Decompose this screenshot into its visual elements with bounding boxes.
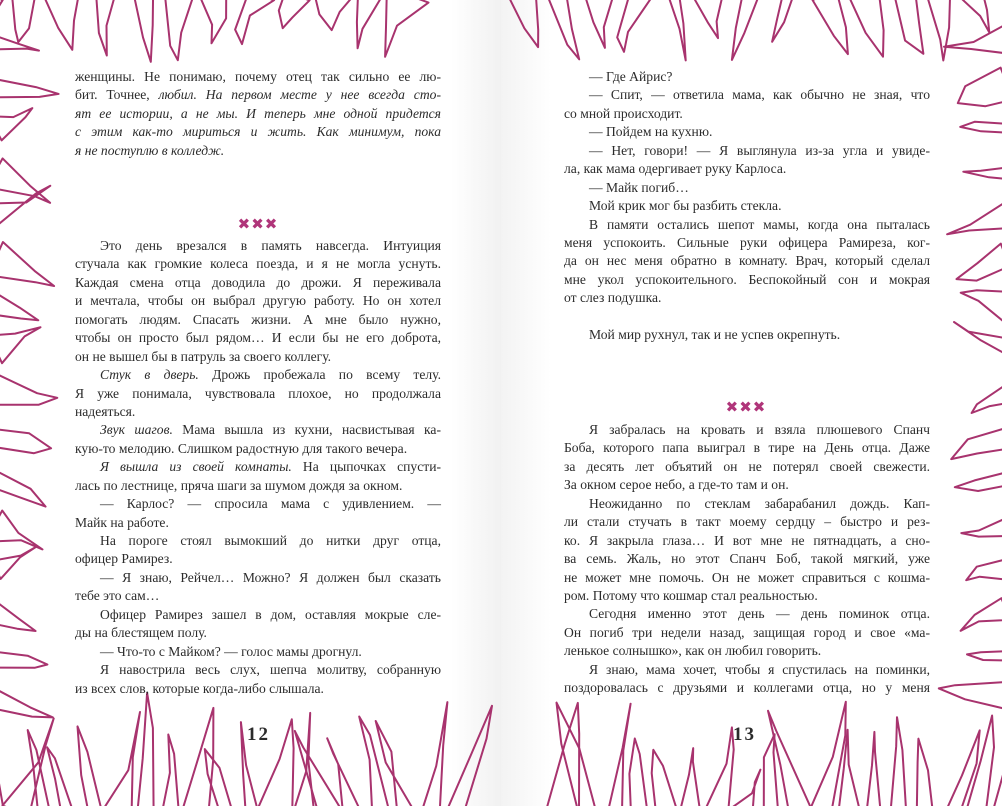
text: лась по лестнице, пряча шаги за шумом дождя за окном.	[75, 477, 403, 493]
shard-shape	[0, 108, 32, 140]
text-line	[75, 123, 441, 141]
page-number-left: 12	[247, 724, 270, 745]
shard-shape	[963, 0, 990, 32]
text-line	[75, 329, 441, 347]
text: ром. Потому что кошмар стал реальностью.	[564, 587, 818, 603]
text-line	[564, 661, 930, 679]
text-line	[75, 385, 441, 403]
text-line	[564, 458, 930, 476]
left-page-top-text	[75, 68, 441, 160]
text-line	[564, 216, 930, 234]
italic-text: Я вышла из своей комнаты.	[100, 459, 292, 475]
shard-shape	[138, 693, 154, 806]
text-line	[75, 142, 441, 160]
italic-text: с этим как-то мириться и жить. Как минимум, пока	[75, 124, 441, 140]
text: тебе это сам…	[75, 588, 160, 604]
shard-shape	[183, 708, 214, 806]
shard-shape	[947, 730, 980, 806]
paragraph	[75, 366, 441, 421]
shard-shape	[706, 727, 734, 806]
shard-shape	[235, 0, 274, 44]
text-line	[564, 68, 930, 86]
shard-shape	[0, 604, 36, 631]
text-line	[75, 661, 441, 679]
text-line	[75, 274, 441, 292]
text-line	[564, 679, 930, 697]
shard-shape	[958, 68, 1002, 107]
text-line	[564, 642, 930, 660]
section-break-ornament-left: ✖✖✖	[237, 217, 279, 233]
text-line	[75, 237, 441, 255]
shard-shape	[376, 721, 413, 806]
text-line	[564, 326, 930, 344]
shard-shape	[947, 204, 1002, 235]
text-line	[75, 643, 441, 661]
shard-shape	[850, 0, 883, 57]
text: ленькое солнышко», как он любил говорить.	[564, 643, 822, 659]
shard-shape	[96, 0, 115, 56]
text: от слез подушка.	[564, 290, 662, 306]
text-line	[75, 514, 441, 532]
paragraph	[75, 569, 441, 606]
paragraph	[75, 421, 441, 458]
text: ва семь. Жаль, но этот Спанч Боб, такой мягкий, уже	[564, 551, 930, 567]
shard-shape	[45, 0, 79, 50]
paragraph	[75, 606, 441, 643]
text: Неожиданно по стеклам забарабанил дождь. Кап-	[589, 495, 930, 511]
shard-shape	[732, 0, 758, 60]
text-line	[564, 123, 930, 141]
text-line	[564, 421, 930, 439]
shard-shape	[448, 706, 492, 806]
shard-shape	[813, 0, 848, 54]
shard-shape	[961, 598, 1002, 631]
shard-shape	[963, 168, 1002, 179]
paragraph	[75, 532, 441, 569]
italic-text: Звук шагов.	[100, 422, 173, 438]
text: За окном серое небо, а где-то там и он.	[564, 477, 789, 493]
shard-shape	[78, 726, 102, 806]
right-page-closing-line	[564, 326, 930, 344]
text-line	[564, 624, 930, 642]
paragraph	[564, 142, 930, 179]
text-line	[564, 271, 930, 289]
shard-shape	[0, 374, 57, 405]
shard-shape	[961, 290, 1002, 321]
paragraph	[564, 179, 930, 197]
text: Сегодня именно этот день — день поминок отца.	[589, 606, 930, 622]
shard-shape	[652, 750, 677, 806]
shard-shape	[917, 739, 933, 806]
shard-shape	[0, 705, 4, 806]
shard-shape	[668, 0, 685, 60]
text-line	[75, 440, 441, 458]
shard-shape	[0, 511, 43, 550]
shard-shape	[0, 472, 46, 506]
text-line	[75, 458, 441, 476]
left-page-main-text	[75, 237, 441, 698]
shard-shape	[0, 295, 38, 321]
text-line	[564, 105, 930, 123]
text: кую-то мелодию. Слишком радостную для такого вечера.	[75, 440, 408, 456]
paragraph	[564, 68, 930, 86]
shard-shape	[12, 0, 35, 42]
text: да он нес меня обратно в комнату. Врач, который сделал	[564, 253, 930, 269]
text: чтобы он просто был рядом… И если бы не его доброта,	[75, 330, 441, 346]
paragraph	[564, 123, 930, 141]
paragraph	[564, 197, 930, 215]
text-line	[75, 532, 441, 550]
shard-shape	[867, 732, 881, 806]
text: На цыпочках спусти-	[291, 459, 441, 475]
text: не может мне помочь. Он не может справиться с кошма-	[564, 569, 930, 585]
text-line	[75, 624, 441, 642]
text-line	[564, 234, 930, 252]
shard-shape	[608, 704, 630, 806]
shard-shape	[0, 327, 41, 363]
text-line	[564, 160, 930, 178]
text: ла, как мама одергивает руку Карлоса.	[564, 161, 787, 177]
shard-shape	[694, 0, 723, 38]
text: — Пойдем на кухню.	[589, 124, 713, 140]
shard-shape	[954, 322, 1002, 353]
text-line	[75, 477, 441, 495]
text: Это день врезался в память навсегда. Интуиция	[100, 238, 441, 253]
text: Мама вышла из кухни, насвистывая ка-	[172, 422, 441, 438]
italic-text: я не поступлю в колледж.	[75, 142, 225, 158]
text-line	[75, 255, 441, 273]
shard-shape	[967, 716, 994, 806]
right-page-main-text	[564, 421, 930, 698]
shard-shape	[165, 0, 194, 60]
text: бит. Точнее,	[75, 87, 159, 103]
shard-shape	[960, 122, 1002, 133]
text: надеяться.	[75, 403, 136, 419]
shard-shape	[205, 749, 232, 806]
shard-shape	[549, 0, 580, 59]
text-line	[75, 292, 441, 310]
shard-shape	[0, 690, 53, 717]
text: Каждая смена отца доводила до дрожи. Я переживала	[75, 274, 441, 290]
text: — Спит, — ответила мама, как обычно не зная, что	[589, 87, 930, 103]
text-line	[75, 348, 441, 366]
text: Он погиб три недели назад, защищая город и свое «ма-	[564, 624, 930, 640]
shard-shape	[939, 682, 1002, 709]
text-line	[564, 550, 930, 568]
text: он не вышел бы в патруль за своего коллегу.	[75, 348, 332, 364]
shard-shape	[617, 0, 651, 52]
italic-text: Стук в дверь.	[100, 367, 199, 383]
text: меня успокоить. Сильные руки офицера Рамиреза, ког-	[564, 234, 930, 250]
text: Я забралась на кровать и взяла плюшевого Спанч	[589, 422, 930, 437]
shard-shape	[315, 0, 354, 30]
text: Майк на работе.	[75, 514, 169, 530]
shard-shape	[0, 652, 47, 668]
text-line	[75, 569, 441, 587]
text: женщины. Не понимаю, почему отец так сильно ее лю-	[75, 69, 441, 84]
shard-shape	[966, 560, 1002, 581]
text: На пороге стоял вымокший до нитки друг отца,	[100, 533, 441, 548]
text-line	[564, 179, 930, 197]
text: Дрожь пробежала по всему телу.	[198, 367, 442, 383]
text: — Карлос? — спросила мама с удивлением. —	[100, 496, 441, 512]
text: — Где Айрис?	[589, 69, 673, 84]
shard-shape	[961, 518, 1002, 536]
shard-shape	[891, 717, 907, 806]
text-line	[564, 605, 930, 623]
paragraph	[75, 68, 441, 160]
shard-shape	[385, 0, 428, 57]
shard-shape	[295, 731, 340, 806]
text: Я уже понимала, чувствовала плохое, но продолжала	[75, 385, 441, 401]
shard-shape	[733, 770, 760, 806]
page-number-right: 13	[733, 724, 756, 745]
section-break-ornament-right: ✖✖✖	[725, 400, 767, 416]
shard-shape	[972, 386, 1002, 413]
shard-shape	[957, 244, 1002, 281]
text: — Я знаю, Рейчел… Можно? Я должен был сказать	[100, 569, 441, 585]
text: ко. Я закрыла глаза… И вот мне не пятнадцать, а сно-	[564, 532, 930, 548]
shard-shape	[162, 735, 179, 806]
italic-text: любил. На первом месте у нее всегда сто-	[158, 87, 441, 103]
paragraph	[75, 495, 441, 532]
text-line	[75, 550, 441, 568]
text-line	[564, 495, 930, 513]
shard-shape	[104, 712, 140, 806]
shard-shape	[47, 747, 72, 806]
text-line	[564, 587, 930, 605]
shard-shape	[134, 0, 153, 62]
text: ли стали стучать в такт моему сердцу – быстро и рез-	[564, 514, 930, 530]
paragraph	[564, 86, 930, 123]
text: за десять лет объятий он не потерял своей свежести.	[564, 458, 930, 474]
text: поздоровалась с друзьями и коллегами отца, но у меня	[564, 680, 930, 696]
text: из всех слов, которые когда-либо слышала.	[75, 680, 324, 696]
shard-shape	[680, 748, 700, 806]
text: помогать людям. Спасать жизни. А мне было нужно,	[75, 311, 441, 327]
italic-text: ят ее истории, а не мы. И теперь мне одной придется	[75, 105, 441, 121]
text: Я навострила весь слух, шепча молитву, собранную	[100, 662, 441, 678]
shard-shape	[0, 36, 39, 51]
text-line	[564, 532, 930, 550]
text-line	[564, 86, 930, 104]
shard-shape	[510, 0, 539, 47]
text-line	[75, 587, 441, 605]
text-line	[75, 68, 441, 86]
paragraph	[564, 421, 930, 495]
text: Боба, которого папа выиграл в тире на День отца. Даже	[564, 440, 930, 456]
text: — Что-то с Майком? — голос мамы дрогнул.	[100, 643, 362, 659]
text-line	[564, 289, 930, 307]
shard-shape	[955, 472, 1002, 491]
text-line	[75, 421, 441, 439]
right-page-top-text	[564, 68, 930, 308]
paragraph	[564, 216, 930, 308]
text-line	[75, 105, 441, 123]
text: и мечтала, чтобы он выбрал другую работу. Но он хотел	[75, 293, 441, 309]
text: В памяти остались шепот мамы, когда она пыталась	[589, 216, 930, 232]
text-line	[75, 86, 441, 104]
text-line	[75, 606, 441, 624]
shard-shape	[198, 0, 226, 43]
paragraph	[75, 643, 441, 661]
shard-shape	[944, 25, 1002, 54]
paragraph	[75, 661, 441, 698]
text-line	[564, 439, 930, 457]
text: мне укол успокоительного. Беспокойный сон и мокрая	[564, 271, 930, 287]
paragraph	[75, 237, 441, 366]
text-line	[564, 142, 930, 160]
text-line	[75, 680, 441, 698]
shard-shape	[772, 0, 793, 42]
shard-shape	[839, 730, 860, 806]
text: Я знаю, мама хочет, чтобы я спустилась на поминки,	[589, 661, 930, 677]
text: Мой мир рухнул, так и не успев окрепнуть.	[589, 327, 841, 342]
paragraph	[564, 605, 930, 660]
text: со мной происходит.	[564, 105, 683, 121]
shard-shape	[0, 79, 59, 97]
text: ды на блестящем полу.	[75, 625, 207, 641]
text-line	[564, 513, 930, 531]
shard-shape	[0, 547, 35, 579]
text: Офицер Рамирез зашел в дом, оставляя мокрые сле-	[100, 606, 441, 622]
paragraph	[564, 326, 930, 344]
paragraph	[564, 661, 930, 698]
text-line	[75, 495, 441, 513]
paragraph	[75, 458, 441, 495]
shard-shape	[422, 702, 447, 806]
shard-shape	[927, 0, 950, 61]
text-line	[75, 311, 441, 329]
text-line	[75, 366, 441, 384]
paragraph	[564, 495, 930, 606]
text: офицер Рамирез.	[75, 551, 173, 567]
shard-shape	[629, 739, 647, 806]
text: — Майк погиб…	[589, 179, 689, 195]
shard-shape	[547, 703, 580, 806]
text-line	[564, 197, 930, 215]
shard-shape	[357, 0, 381, 48]
text-line	[564, 569, 930, 587]
text: Мой крик мог бы разбить стекла.	[589, 198, 782, 214]
shard-shape	[0, 158, 50, 202]
shard-shape	[279, 0, 310, 28]
shard-shape	[585, 0, 614, 48]
text-line	[75, 403, 441, 421]
shard-shape	[0, 242, 54, 286]
text: — Нет, говори! — Я выглянула из-за угла и увиде-	[589, 142, 930, 158]
shard-shape	[895, 0, 923, 54]
text: стучала как громкие колеса поезда, и я не могла уснуть.	[75, 256, 441, 272]
shard-shape	[359, 717, 389, 806]
shard-shape	[0, 429, 51, 453]
text-line	[564, 476, 930, 494]
shard-shape	[993, 699, 1002, 806]
text-line	[564, 252, 930, 270]
shard-shape	[967, 651, 1002, 660]
shard-shape	[951, 429, 1002, 460]
